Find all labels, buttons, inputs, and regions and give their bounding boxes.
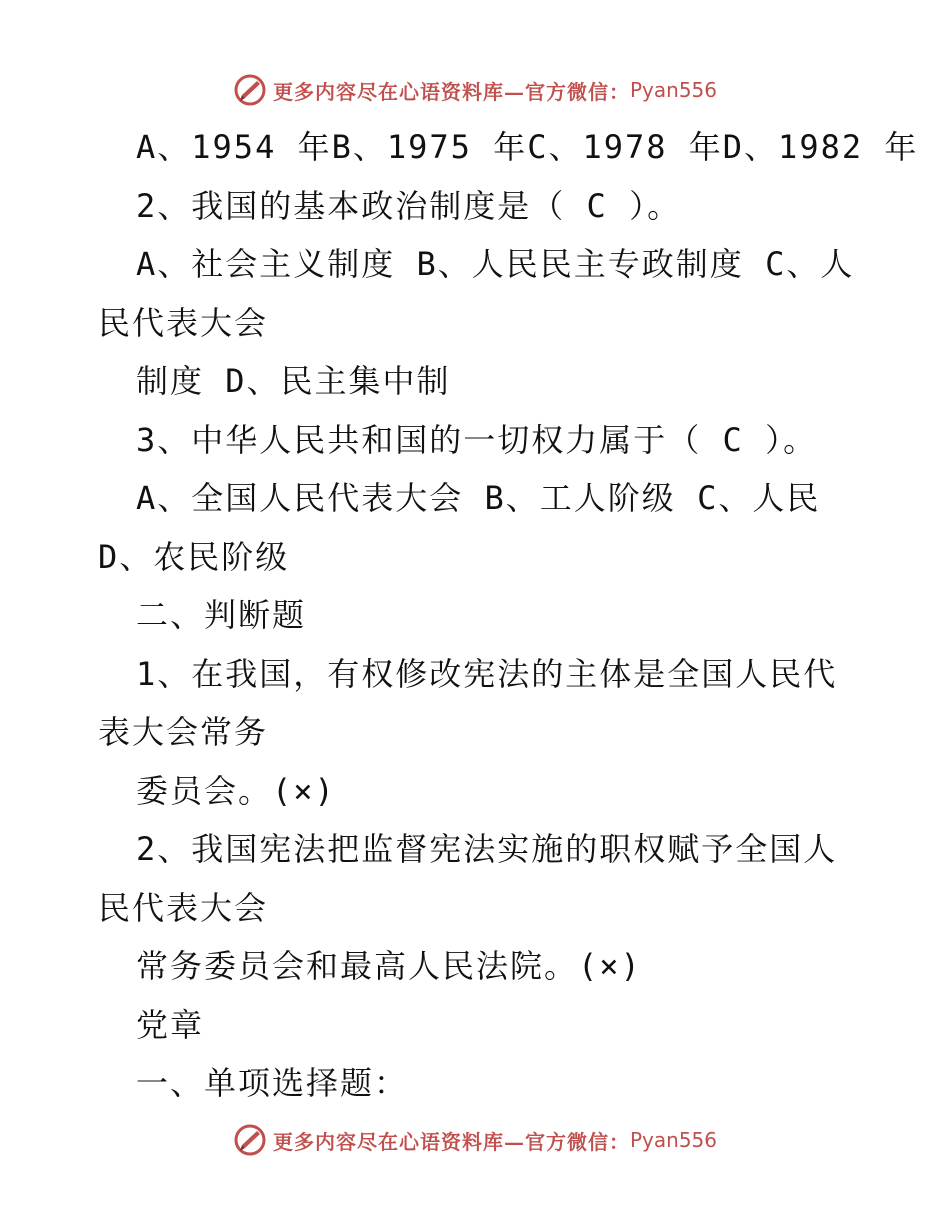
text-line: 制度 D、民主集中制 bbox=[136, 362, 451, 400]
text-line: 表大会常务 bbox=[98, 713, 269, 751]
section-heading: 二、判断题 bbox=[136, 596, 307, 634]
footer-banner bbox=[0, 1120, 950, 1160]
text-line: 民代表大会 bbox=[98, 303, 269, 342]
document-body bbox=[98, 118, 919, 1113]
text-line: 民代表大会 bbox=[98, 888, 269, 927]
header-banner-handle: Pyan556 bbox=[629, 78, 717, 102]
text-line: A、1954 年B、1975 年C、1978 年D、1982 年 bbox=[136, 128, 919, 166]
text-line: A、社会主义制度 B、人民民主专政制度 C、人 bbox=[136, 245, 855, 283]
text-line: 委员会。(×) bbox=[136, 771, 336, 810]
text-line: 常务委员会和最高人民法院。(×) bbox=[136, 947, 642, 985]
section-heading: 一、单项选择题： bbox=[136, 1064, 409, 1102]
text-line: 1、在我国，有权修改宪法的主体是全国人民代 bbox=[136, 654, 838, 693]
text-line: D、农民阶级 bbox=[98, 537, 290, 576]
section-heading: 党章 bbox=[136, 1005, 205, 1044]
logo-icon bbox=[233, 1123, 267, 1157]
logo-icon bbox=[233, 73, 267, 107]
text-line: 2、我国宪法把监督宪法实施的职权赋予全国人 bbox=[136, 830, 838, 868]
text-line: 3、中华人民共和国的一切权力属于（ C ）。 bbox=[136, 420, 818, 459]
footer-banner-text: 更多内容尽在心语资料库—官方微信： bbox=[272, 1129, 630, 1154]
text-line: 2、我国的基本政治制度是（ C ）。 bbox=[136, 186, 682, 225]
header-banner-text: 更多内容尽在心语资料库—官方微信： bbox=[272, 79, 630, 104]
text-line: A、全国人民代表大会 B、工人阶级 C、人民 bbox=[136, 479, 821, 517]
header-banner bbox=[0, 70, 950, 110]
footer-banner-handle: Pyan556 bbox=[629, 1128, 717, 1152]
